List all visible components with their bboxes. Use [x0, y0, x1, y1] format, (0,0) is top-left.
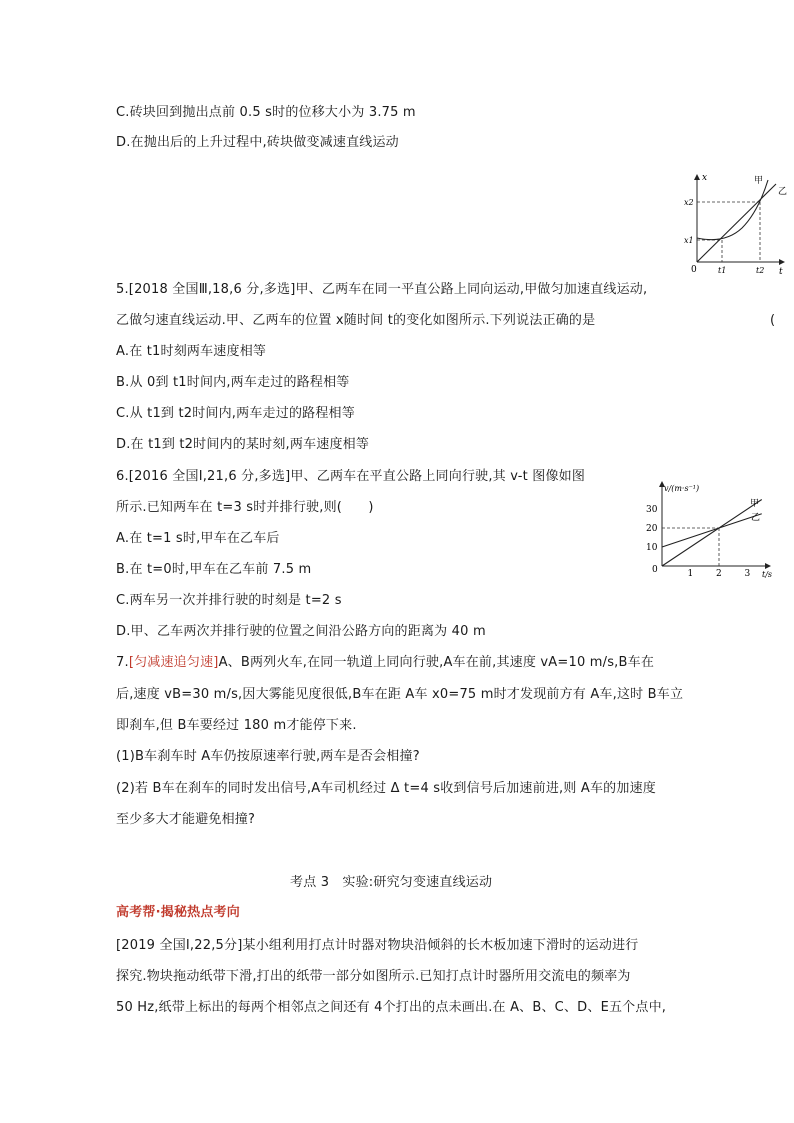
q5-answer-paren: (: [770, 313, 776, 328]
xt-label-t1: t1: [718, 266, 727, 275]
q5-option-a: A.在 t1时刻两车速度相等: [116, 344, 267, 359]
vt-y-tick-20: 20: [646, 524, 658, 534]
section-heading: 考点 3 实验:研究匀变速直线运动: [290, 875, 493, 890]
vt-y-tick-30: 30: [646, 505, 658, 515]
vt-x-tick-1: 1: [687, 569, 694, 579]
xt-label-yi: 乙: [778, 187, 788, 197]
section-banner: 高考帮·揭秘热点考向: [116, 905, 240, 920]
vt-series-jia-line: [662, 500, 762, 567]
vt-axis-label-y: v/(m·s⁻¹): [664, 484, 700, 493]
xt-label-x2: x2: [684, 198, 694, 207]
q5-stem-line1: 5.[2018 全国Ⅲ,18,6 分,多选]甲、乙两车在同一平直公路上同向运动,甲做匀加速直线运动,: [116, 282, 648, 297]
q6-stem-line2: 所示.已知两车在 t=3 s时并排行驶,则( ): [116, 500, 374, 515]
vt-x-tick-2: 2: [716, 569, 722, 579]
q7-subquestion-2-line2: 至少多大才能避免相撞?: [116, 812, 256, 827]
xt-label-x: x: [702, 173, 708, 183]
q7-stem-text: A、B两列火车,在同一轨道上同向行驶,A车在前,其速度 vA=10 m/s,B车在: [218, 655, 655, 670]
section-text-line1: [2019 全国Ⅰ,22,5分]某小组利用打点计时器对物块沿倾斜的长木板加速下滑时的运动进行: [116, 938, 639, 953]
xt-label-t: t: [779, 267, 783, 277]
xt-curve-jia: [697, 180, 768, 240]
vt-origin: 0: [652, 565, 658, 575]
xt-line-yi: [697, 184, 776, 262]
q4-option-d: D.在抛出后的上升过程中,砖块做变减速直线运动: [116, 135, 399, 150]
q7-stem-line3: 即刹车,但 B车要经过 180 m才能停下来.: [116, 718, 357, 733]
vt-graph: [642, 478, 792, 580]
xt-graph: [680, 170, 788, 278]
q5-option-d: D.在 t1到 t2时间内的某时刻,两车速度相等: [116, 437, 370, 452]
q5-stem-line2: 乙做匀速直线运动.甲、乙两车的位置 x随时间 t的变化如图所示.下列说法正确的是: [116, 313, 596, 328]
q5-option-c: C.从 t1到 t2时间内,两车走过的路程相等: [116, 406, 355, 421]
section-text-line3: 50 Hz,纸带上标出的每两个相邻点之间还有 4个打出的点未画出.在 A、B、C、D、E五个点中,: [116, 1000, 667, 1015]
xt-label-x1: x1: [684, 236, 694, 245]
section-text-line2: 探究.物块拖动纸带下滑,打出的纸带一部分如图所示.已知打点计时器所用交流电的频率为: [116, 969, 631, 984]
q6-option-d: D.甲、乙车两次并排行驶的位置之间沿公路方向的距离为 40 m: [116, 624, 486, 639]
vt-axis-label-x: t/s: [762, 570, 773, 579]
vt-x-tick-3: 3: [744, 569, 751, 579]
q4-option-c: C.砖块回到抛出点前 0.5 s时的位移大小为 3.75 m: [116, 105, 416, 120]
q7-tag: [匀减速追匀速]: [128, 655, 219, 670]
vt-y-tick-10: 10: [646, 543, 658, 553]
q6-option-c: C.两车另一次并排行驶的时刻是 t=2 s: [116, 593, 342, 608]
q6-option-a: A.在 t=1 s时,甲车在乙车后: [116, 531, 280, 546]
q7-stem-line2: 后,速度 vB=30 m/s,因大雾能见度很低,B车在距 A车 x0=75 m时才发现前方有 A车,这时 B车立: [116, 687, 684, 702]
xt-origin: 0: [691, 265, 697, 275]
q7-stem-line1: 7.[匀减速追匀速]A、B两列火车,在同一轨道上同向行驶,A车在前,其速度 vA=10 m/s,B车在: [116, 655, 655, 670]
vt-label-jia: 甲: [750, 499, 760, 509]
q7-subquestion-1: (1)B车刹车时 A车仍按原速率行驶,两车是否会相撞?: [116, 749, 420, 764]
q6-stem-line1: 6.[2016 全国Ⅰ,21,6 分,多选]甲、乙两车在平直公路上同向行驶,其 v-t 图像如图: [116, 469, 586, 484]
xt-label-jia: 甲: [754, 176, 764, 186]
xt-label-t2: t2: [756, 266, 765, 275]
vt-label-yi: 乙: [751, 513, 761, 523]
vt-series-yi-line: [662, 514, 762, 547]
q7-subquestion-2-line1: (2)若 B车在刹车的同时发出信号,A车司机经过 Δ t=4 s收到信号后加速前进,则 A车的加速度: [116, 781, 656, 796]
q5-option-b: B.从 0到 t1时间内,两车走过的路程相等: [116, 375, 350, 390]
q6-option-b: B.在 t=0时,甲车在乙车前 7.5 m: [116, 562, 312, 577]
